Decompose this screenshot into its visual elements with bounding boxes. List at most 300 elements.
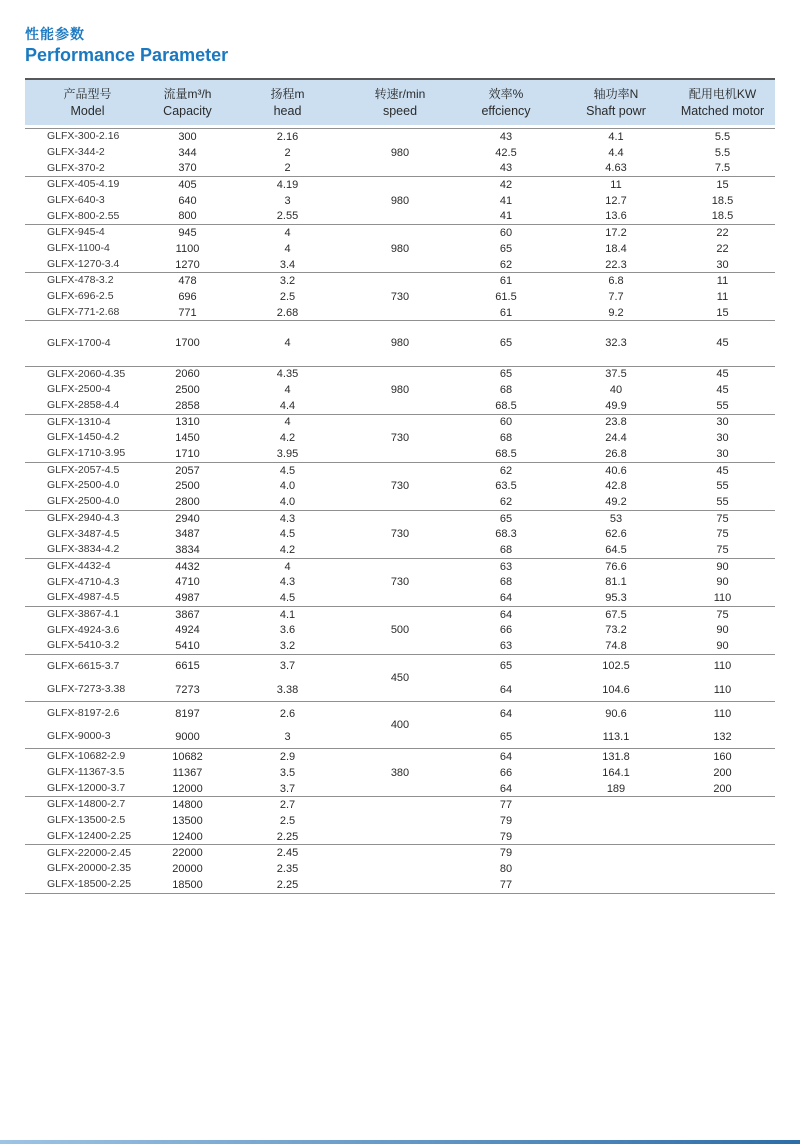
cell-speed: 730 [350,558,450,606]
cell-efficiency: 77 [499,878,513,891]
cell-model: GLFX-4987-4.5 [47,591,120,604]
cell-head: 3.38 [276,683,299,696]
cell-model: GLFX-12000-3.7 [47,781,126,794]
cell-head: 3.7 [279,782,296,795]
cell-shaft-power [562,877,670,893]
cell-capacity: 771 [178,306,197,319]
cell-head: 2.45 [225,845,350,861]
cell-capacity: 3834 [175,543,200,556]
cell-efficiency: 62 [450,462,562,478]
cell-capacity: 640 [178,194,197,207]
cell-head: 2.25 [276,878,299,891]
cell-shaft-power: 189 [606,782,626,795]
cell-capacity: 22000 [150,845,225,861]
cell-matched-motor: 15 [670,177,775,193]
cell-head: 4 [284,384,291,397]
cell-capacity: 4710 [175,576,200,589]
cell-efficiency: 61.5 [495,290,517,303]
table-row [25,414,775,430]
cell-shaft-power: 62.6 [605,528,627,541]
cell-head: 4 [225,321,350,366]
cell-matched-motor: 200 [713,766,732,779]
cell-efficiency: 64 [450,749,562,765]
cell-model: GLFX-3867-4.1 [25,606,150,622]
cell-matched-motor: 45 [670,366,775,382]
table-row [25,606,775,622]
cell-efficiency: 65 [450,321,562,366]
cell-shaft-power [562,797,670,813]
cell-efficiency: 68.3 [495,528,517,541]
table-row [25,558,775,574]
cell-model: GLFX-1310-4 [25,414,150,430]
table-group [25,177,775,225]
cell-speed [350,797,450,845]
cell-capacity: 1700 [150,321,225,366]
cell-efficiency: 79 [499,814,513,827]
cell-matched-motor [670,877,775,893]
cell-head: 4.1 [225,606,350,622]
cell-capacity: 4924 [175,624,200,637]
cell-matched-motor: 18.5 [711,194,734,207]
cell-shaft-power: 95.3 [605,592,627,604]
cell-efficiency: 65 [499,242,513,255]
cell-efficiency: 64 [499,782,513,795]
cell-head: 4.0 [279,495,296,508]
cell-capacity: 1710 [175,447,200,460]
cell-head: 2.55 [276,210,299,223]
cell-head: 2 [284,162,291,175]
column-header-matched-motor-en: Matched motor [680,103,765,118]
cell-matched-motor [670,797,775,813]
table-row [25,510,775,526]
cell-model: GLFX-2500-4.0 [47,495,120,508]
cell-head: 4 [225,225,350,241]
cell-matched-motor: 75 [670,606,775,622]
cell-head: 2.35 [276,862,299,875]
cell-model: GLFX-405-4.19 [25,177,150,193]
cell-capacity: 300 [150,129,225,145]
table-group [25,749,775,797]
cell-model: GLFX-5410-3.2 [47,639,120,652]
page-title-english: Performance Parameter [25,44,229,65]
cell-efficiency: 64 [450,606,562,622]
table-row [25,654,775,678]
cell-shaft-power [562,829,670,845]
cell-capacity: 3867 [150,606,225,622]
cell-shaft-power: 53 [562,510,670,526]
cell-speed: 450 [350,654,450,701]
cell-shaft-power [562,861,670,877]
cell-model: GLFX-9000-3 [47,730,111,742]
cell-shaft-power: 22.3 [605,258,627,271]
table-row [25,129,775,145]
cell-model: GLFX-18500-2.25 [47,877,132,890]
cell-matched-motor: 30 [716,447,729,460]
cell-efficiency: 68.5 [495,447,517,460]
cell-head: 2.9 [225,749,350,765]
cell-efficiency: 65 [450,654,562,678]
cell-head: 4.3 [279,576,296,589]
performance-table [25,128,775,893]
cell-efficiency: 64 [450,702,562,726]
cell-capacity: 2800 [175,495,200,508]
cell-matched-motor: 18.5 [711,210,734,223]
cell-model: GLFX-1700-4 [25,321,150,366]
cell-capacity: 1450 [175,432,200,445]
cell-model: GLFX-370-2 [47,161,105,174]
cell-capacity: 12400 [172,830,203,843]
cell-model: GLFX-3487-4.5 [47,527,120,540]
cell-efficiency: 63 [450,558,562,574]
table-row [25,321,775,366]
table-group [25,654,775,701]
table-group [25,225,775,273]
cell-capacity: 2060 [150,366,225,382]
cell-matched-motor [670,813,775,829]
cell-shaft-power: 64.5 [605,543,627,556]
cell-matched-motor: 55 [716,495,729,508]
cell-head: 4.5 [279,528,296,541]
cell-model: GLFX-12400-2.25 [47,829,132,842]
cell-model: GLFX-696-2.5 [47,290,114,303]
column-header-speed-en: speed [382,103,418,118]
cell-shaft-power: 24.4 [605,432,627,445]
cell-shaft-power: 17.2 [562,225,670,241]
cell-matched-motor: 5.5 [714,146,731,159]
cell-shaft-power: 73.2 [605,624,627,637]
page-title-block [25,26,775,66]
cell-matched-motor [670,829,775,845]
cell-head: 2.25 [276,830,299,843]
cell-shaft-power: 42.8 [605,480,627,493]
cell-shaft-power: 49.9 [605,399,627,412]
cell-model: GLFX-11367-3.5 [47,766,125,779]
table-group [25,510,775,558]
cell-head: 4.2 [279,543,296,556]
cell-model: GLFX-478-3.2 [25,273,150,289]
cell-model: GLFX-10682-2.9 [25,749,150,765]
table-row [25,749,775,765]
cell-speed: 730 [350,510,450,558]
cell-speed: 980 [350,366,450,414]
cell-matched-motor: 75 [670,510,775,526]
cell-speed [350,845,450,893]
footer-accent-bar [0,1140,800,1144]
cell-capacity: 1310 [150,414,225,430]
cell-efficiency: 68 [499,384,513,397]
cell-efficiency: 64 [499,683,513,696]
cell-head: 4 [225,558,350,574]
cell-speed: 980 [350,225,450,273]
cell-head: 4.19 [225,177,350,193]
cell-shaft-power: 102.5 [562,654,670,678]
table-row [25,273,775,289]
cell-shaft-power: 12.7 [605,194,627,207]
cell-matched-motor: 30 [716,432,729,445]
cell-model: GLFX-4432-4 [25,558,150,574]
cell-head: 2.16 [225,129,350,145]
cell-matched-motor: 90 [716,624,729,637]
cell-efficiency: 63.5 [495,480,517,493]
cell-matched-motor: 90 [670,558,775,574]
cell-shaft-power: 104.6 [602,683,630,696]
column-header-capacity [150,87,225,119]
cell-matched-motor: 22 [716,242,729,255]
cell-model: GLFX-4924-3.6 [47,623,120,636]
cell-capacity: 13500 [172,814,203,827]
cell-capacity: 14800 [150,797,225,813]
cell-shaft-power: 23.8 [562,414,670,430]
cell-head: 3.6 [279,624,296,637]
cell-efficiency: 79 [450,845,562,861]
column-header-model [25,87,150,119]
cell-model: GLFX-13500-2.5 [47,814,126,827]
cell-speed: 980 [350,129,450,177]
cell-capacity: 11367 [172,766,203,779]
cell-head: 4.5 [279,592,296,604]
cell-capacity: 9000 [175,730,200,743]
cell-matched-motor [670,845,775,861]
cell-head: 3 [284,194,291,207]
column-header-speed-zh: 转速r/min [374,87,426,102]
table-row [25,366,775,382]
cell-efficiency: 65 [499,730,513,743]
cell-shaft-power: 26.8 [605,447,627,460]
table-group [25,273,775,321]
cell-efficiency: 60 [450,414,562,430]
column-header-head-en: head [273,103,302,118]
column-header-shaft-power-en: Shaft powr [586,103,646,118]
column-header-head [225,87,350,119]
cell-matched-motor: 11 [716,290,729,303]
cell-matched-motor: 110 [713,592,732,604]
cell-shaft-power: 18.4 [605,242,627,255]
cell-efficiency: 41 [499,194,513,207]
column-header-head-zh: 扬程m [270,87,305,102]
cell-model: GLFX-771-2.68 [47,305,120,318]
cell-head: 2.5 [279,814,296,827]
cell-matched-motor: 22 [670,225,775,241]
column-header-matched-motor-zh: 配用电机KW [688,87,757,102]
cell-capacity: 4432 [150,558,225,574]
cell-matched-motor: 45 [670,321,775,366]
cell-model: GLFX-2500-4.0 [47,479,120,492]
column-header-capacity-en: Capacity [163,103,212,118]
cell-model: GLFX-945-4 [25,225,150,241]
cell-capacity: 2858 [175,399,200,412]
cell-model: GLFX-800-2.55 [47,209,120,222]
cell-shaft-power: 131.8 [562,749,670,765]
cell-model: GLFX-2500-4 [47,383,111,396]
cell-shaft-power: 4.63 [605,162,627,175]
cell-shaft-power: 7.7 [608,290,624,303]
performance-table-wrap [25,78,775,893]
table-group [25,845,775,893]
cell-head: 3.4 [279,258,296,271]
table-row [25,177,775,193]
cell-shaft-power: 40 [609,384,623,397]
cell-matched-motor: 5.5 [670,129,775,145]
cell-head: 2.68 [276,306,299,319]
table-group [25,414,775,462]
cell-matched-motor: 110 [670,654,775,678]
cell-head: 4.2 [279,432,296,445]
cell-head: 4.0 [279,480,296,493]
cell-matched-motor: 160 [670,749,775,765]
cell-matched-motor: 45 [716,384,729,397]
cell-model: GLFX-20000-2.35 [47,862,132,875]
cell-efficiency: 68 [499,432,513,445]
cell-efficiency: 65 [450,366,562,382]
cell-speed: 400 [350,702,450,749]
cell-efficiency: 68 [499,543,513,556]
table-group [25,366,775,414]
cell-capacity: 2500 [175,480,200,493]
cell-matched-motor: 55 [716,480,729,493]
table-group [25,558,775,606]
cell-matched-motor: 110 [713,683,732,696]
cell-matched-motor: 30 [716,258,729,271]
cell-speed: 500 [350,606,450,654]
cell-efficiency: 66 [499,624,513,637]
cell-speed: 730 [350,462,450,510]
column-header-efficiency-en: effciency [481,103,531,118]
cell-efficiency: 60 [450,225,562,241]
cell-shaft-power: 37.5 [562,366,670,382]
cell-model: GLFX-2057-4.5 [25,462,150,478]
column-header-matched-motor [670,87,775,119]
cell-matched-motor: 75 [716,543,729,556]
cell-matched-motor [670,861,775,877]
cell-model: GLFX-2060-4.35 [25,366,150,382]
cell-efficiency: 61 [450,273,562,289]
cell-efficiency: 63 [499,640,513,653]
cell-model: GLFX-8197-2.6 [25,702,150,726]
cell-capacity: 344 [178,146,197,159]
cell-head: 3.2 [279,640,296,653]
table-group [25,702,775,749]
cell-efficiency: 43 [499,162,513,175]
table-group [25,129,775,177]
cell-shaft-power: 32.3 [562,321,670,366]
cell-model: GLFX-7273-3.38 [47,682,126,695]
cell-capacity: 4987 [175,592,200,604]
cell-head: 2.6 [225,702,350,726]
cell-speed: 980 [350,321,450,366]
cell-capacity: 8197 [150,702,225,726]
cell-efficiency: 68.5 [495,399,517,412]
cell-capacity: 3487 [175,528,200,541]
cell-model: GLFX-2940-4.3 [25,510,150,526]
cell-shaft-power: 113.1 [602,730,630,743]
cell-capacity: 478 [150,273,225,289]
cell-efficiency: 77 [450,797,562,813]
cell-model: GLFX-640-3 [47,194,105,207]
cell-model: GLFX-1710-3.95 [47,447,126,460]
cell-matched-motor: 11 [670,273,775,289]
cell-shaft-power: 90.6 [562,702,670,726]
table-header [25,78,775,125]
cell-speed: 380 [350,749,450,797]
cell-shaft-power: 9.2 [608,306,624,319]
cell-capacity: 5410 [175,640,200,653]
cell-model: GLFX-2858-4.4 [47,399,120,412]
cell-speed: 730 [350,414,450,462]
cell-shaft-power: 6.8 [562,273,670,289]
column-header-capacity-zh: 流量m³/h [163,87,212,102]
cell-matched-motor: 90 [716,576,729,589]
cell-capacity: 800 [178,210,197,223]
cell-speed: 980 [350,177,450,225]
table-row [25,797,775,813]
cell-head: 2.7 [225,797,350,813]
column-header-model-zh: 产品型号 [63,87,112,102]
column-header-shaft-power [562,87,670,119]
cell-capacity: 7273 [175,683,200,696]
cell-head: 3.2 [225,273,350,289]
cell-capacity: 12000 [172,782,203,795]
cell-head: 4 [225,414,350,430]
cell-efficiency: 42 [450,177,562,193]
cell-efficiency: 43 [450,129,562,145]
cell-shaft-power: 40.6 [562,462,670,478]
cell-head: 4.35 [225,366,350,382]
cell-efficiency: 62 [499,258,513,271]
cell-speed: 730 [350,273,450,321]
cell-shaft-power: 76.6 [562,558,670,574]
cell-matched-motor: 55 [716,399,729,412]
cell-efficiency: 41 [499,210,513,223]
cell-head: 3.5 [279,766,296,779]
cell-head: 3 [284,730,291,743]
cell-model: GLFX-300-2.16 [25,129,150,145]
cell-head: 2.5 [279,290,296,303]
cell-shaft-power: 49.2 [605,495,627,508]
cell-shaft-power: 74.8 [605,640,627,653]
cell-model: GLFX-1450-4.2 [47,431,120,444]
cell-matched-motor: 30 [670,414,775,430]
cell-model: GLFX-14800-2.7 [25,797,150,813]
cell-model: GLFX-3834-4.2 [47,543,120,556]
cell-efficiency: 42.5 [495,146,517,159]
cell-capacity: 696 [178,290,197,303]
cell-capacity: 10682 [150,749,225,765]
cell-matched-motor: 200 [713,782,732,795]
cell-capacity: 2057 [150,462,225,478]
cell-head: 4.5 [225,462,350,478]
cell-model: GLFX-22000-2.45 [25,845,150,861]
table-row [25,462,775,478]
column-header-efficiency [450,87,562,119]
cell-capacity: 6615 [150,654,225,678]
cell-model: GLFX-344-2 [47,145,105,158]
table-group [25,462,775,510]
cell-efficiency: 61 [499,306,513,319]
cell-matched-motor: 110 [670,702,775,726]
table-group [25,321,775,366]
cell-shaft-power: 164.1 [602,766,630,779]
cell-capacity: 20000 [172,862,203,875]
cell-capacity: 945 [150,225,225,241]
table-group [25,797,775,845]
cell-capacity: 1100 [175,242,200,255]
cell-model: GLFX-1270-3.4 [47,257,120,270]
cell-matched-motor: 45 [670,462,775,478]
cell-matched-motor: 132 [713,730,732,743]
cell-model: GLFX-1100-4 [47,242,110,255]
cell-capacity: 1270 [175,258,200,271]
cell-head: 4.4 [279,399,296,412]
